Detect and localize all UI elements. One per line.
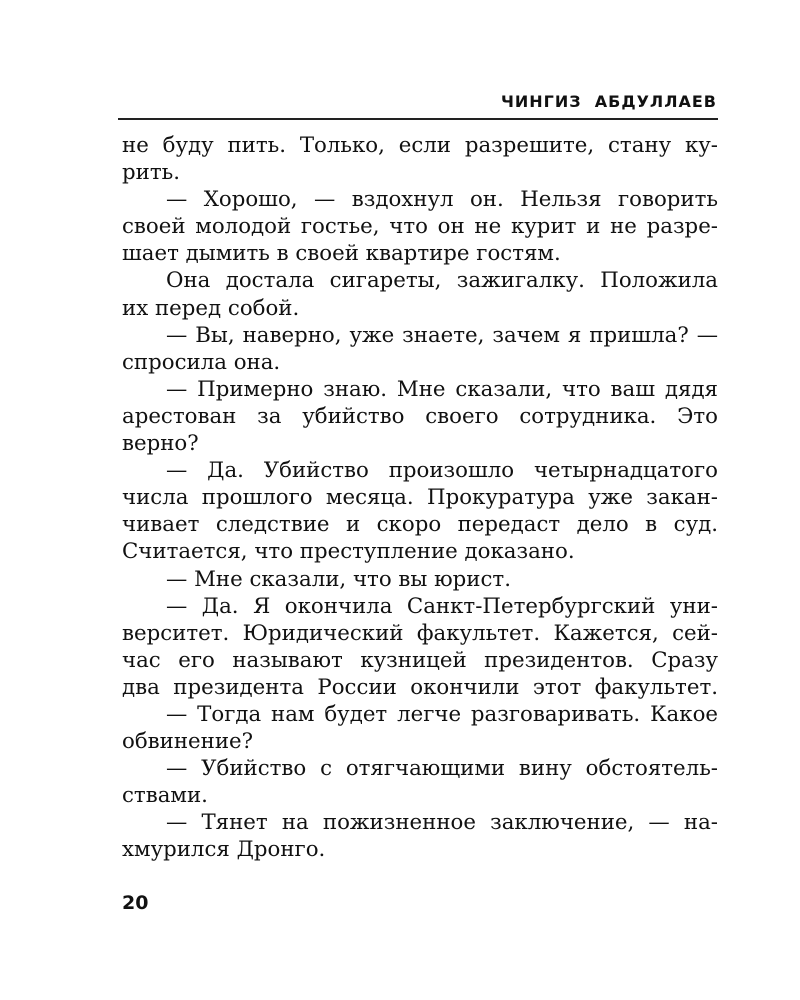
text-line: Она достала сигареты, зажигалку. Положила [166, 268, 718, 294]
text-line: арестован за убийство своего сотрудника. Это [122, 403, 718, 429]
text-line: — Примерно знаю. Мне сказали, что ваш дядя [166, 376, 718, 402]
page-number: 20 [122, 892, 149, 914]
text-line: — Убийство с отягчающими вину обстоятель- [166, 756, 718, 782]
text-line: час его называют кузницей президентов. Сразу [122, 647, 718, 673]
text-line: — Да. Убийство произошло четырнадцатого [166, 458, 718, 484]
text-line: — Мне сказали, что вы юрист. [166, 566, 511, 592]
text-line: Считается, что преступление доказано. [122, 539, 575, 565]
header-rule [118, 118, 718, 120]
text-line: шает дымить в своей квартире гостям. [122, 241, 561, 267]
text-line: — Вы, наверно, уже знаете, зачем я пришла? — [166, 322, 718, 348]
text-line: два президента России окончили этот факультет. [122, 674, 718, 700]
text-line: не буду пить. Только, если разрешите, стану ку- [122, 133, 718, 158]
text-line: — Хорошо, — вздохнул он. Нельзя говорить [166, 187, 718, 213]
text-line: обвинение? [122, 729, 254, 755]
text-line: спросила она. [122, 349, 281, 375]
text-line: хмурился Дронго. [122, 837, 326, 863]
running-head-author: ЧИНГИЗ АБДУЛЛАЕВ [500, 92, 717, 111]
text-line: — Тянет на пожизненное заключение, — на- [166, 810, 718, 836]
text-line: верситет. Юридический факультет. Кажется, сей- [122, 620, 718, 646]
text-line: рить. [122, 160, 180, 186]
text-line: своей молодой гостье, что он не курит и не разре- [122, 214, 718, 240]
text-line: ствами. [122, 783, 208, 809]
text-line: — Да. Я окончила Санкт-Петербургский уни- [166, 593, 718, 619]
text-line: верно? [122, 431, 199, 457]
text-line: — Тогда нам будет легче разговаривать. Какое [166, 701, 718, 727]
text-line: их перед собой. [122, 295, 300, 321]
text-line: числа прошлого месяца. Прокуратура уже закан- [122, 485, 718, 511]
body-text [122, 132, 718, 864]
text-line: чивает следствие и скоро передаст дело в суд. [122, 512, 718, 538]
